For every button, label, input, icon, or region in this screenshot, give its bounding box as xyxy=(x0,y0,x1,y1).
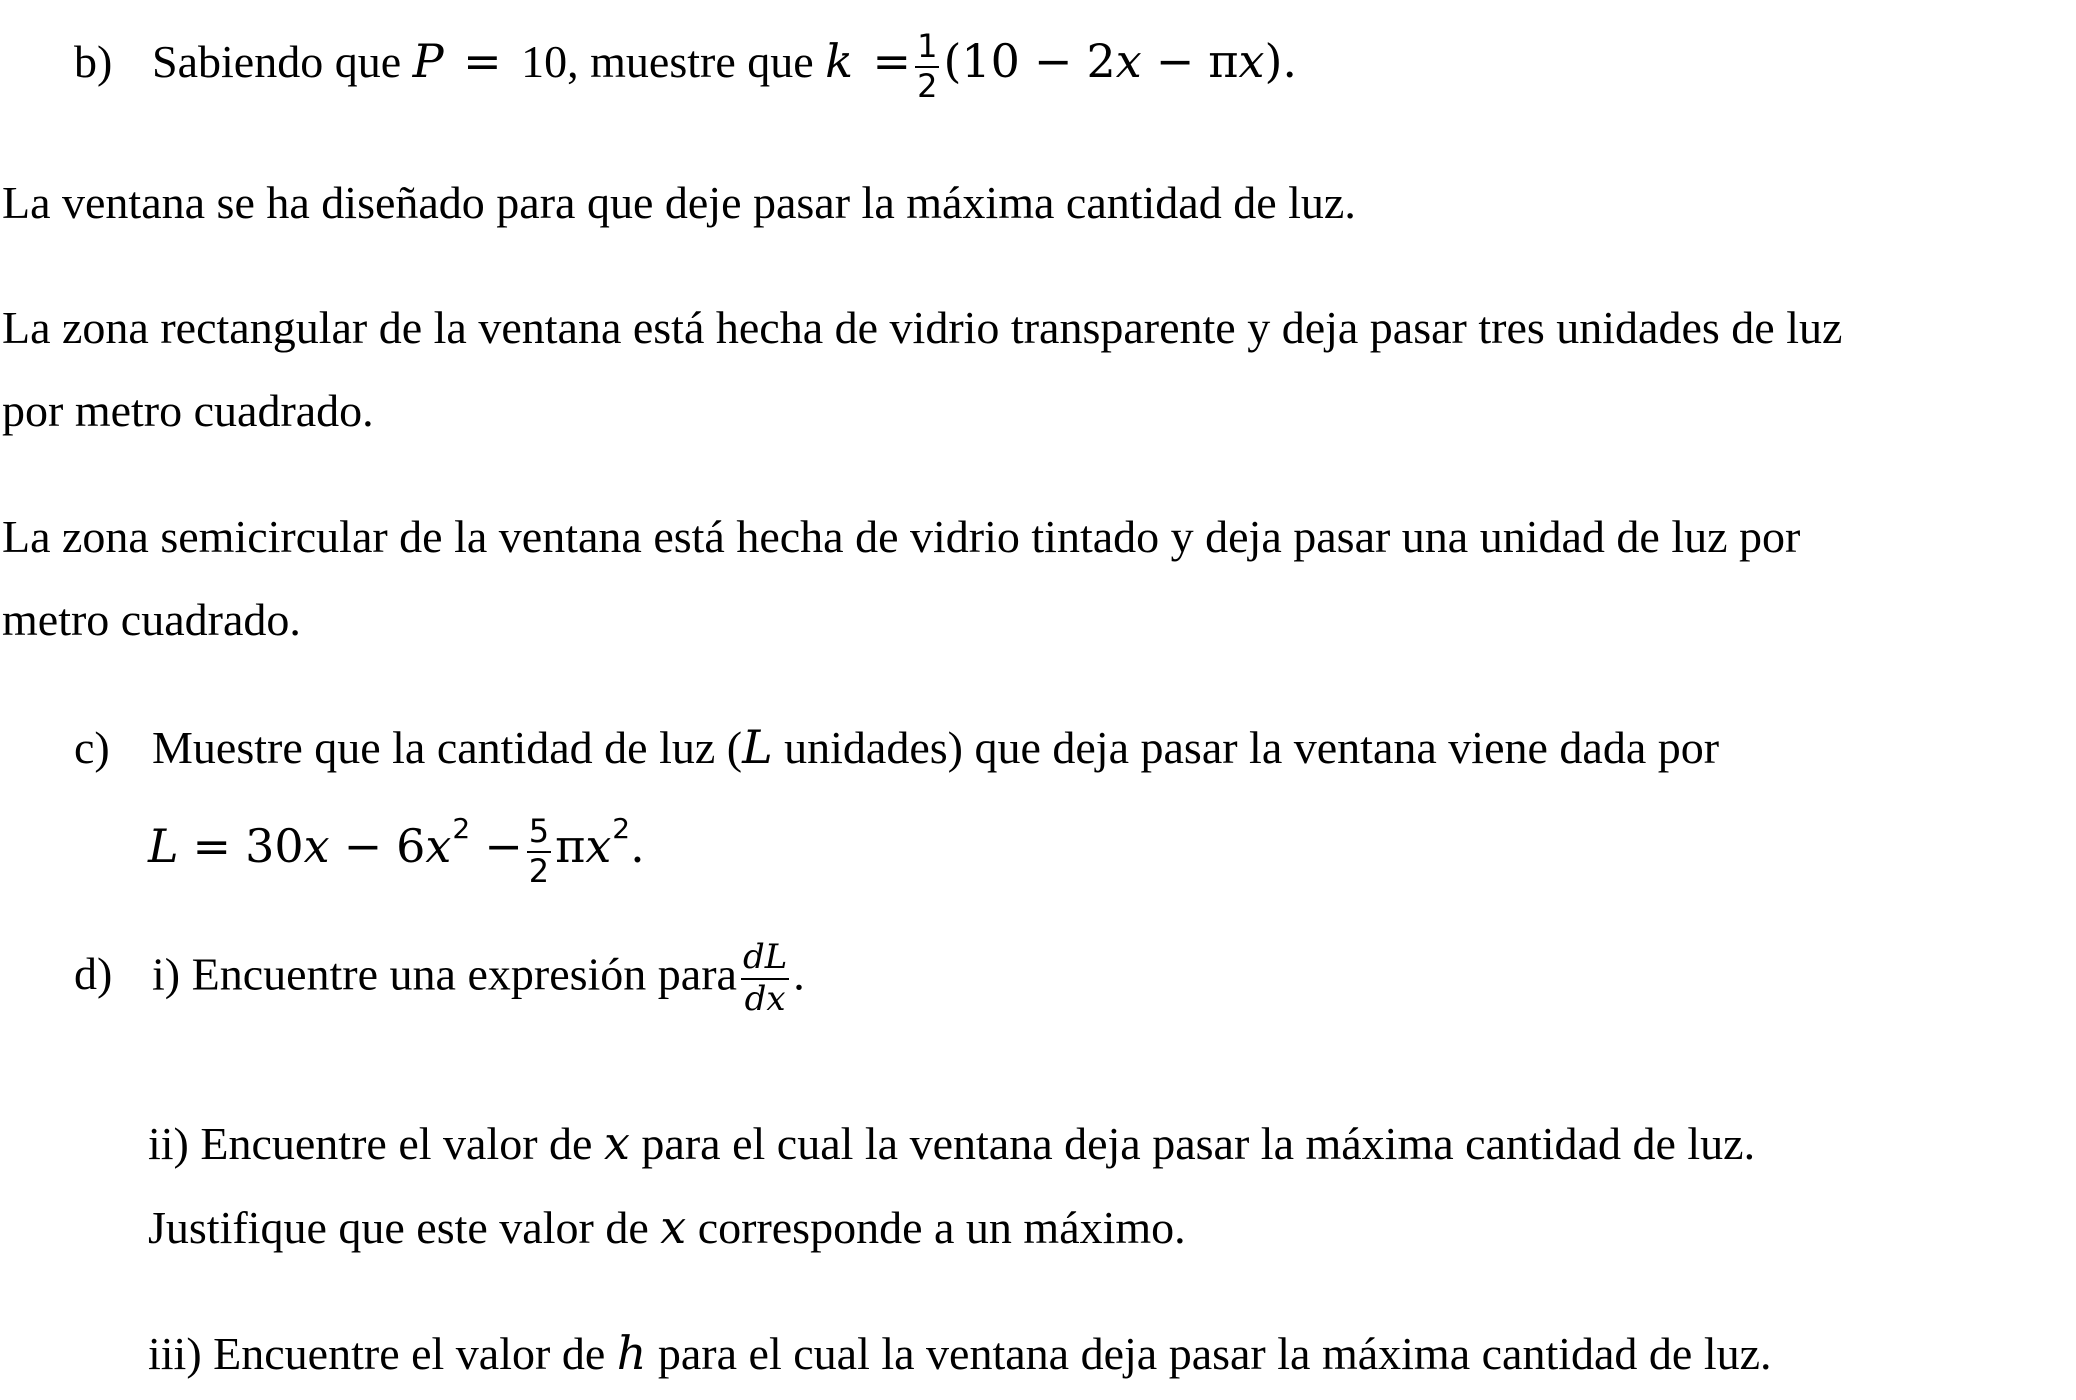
formula-end: . xyxy=(630,819,645,874)
part-d-ii-line-1 xyxy=(148,1116,1756,1170)
part-c-text-before: Muestre que la cantidad de luz ( xyxy=(152,722,743,773)
formula-x: x xyxy=(303,819,330,874)
fraction-numerator-5: 5 xyxy=(527,815,551,853)
derivative-denominator: dx xyxy=(744,978,786,1019)
part-d-ii2-var-x: x xyxy=(660,1200,687,1254)
paragraph-3-line-2: metro cuadrado. xyxy=(2,594,301,645)
exponent-2: 2 xyxy=(452,812,471,846)
part-d-ii2-before: Justifique que este valor de xyxy=(148,1202,661,1253)
exponent-2b: 2 xyxy=(612,812,631,846)
var-k: k xyxy=(825,34,854,89)
part-d-i-text: i) Encuentre una expresión para xyxy=(152,948,737,1000)
var-x-2: x xyxy=(1238,34,1265,89)
part-b-text: Sabiendo que xyxy=(152,36,402,88)
part-b-line xyxy=(74,27,1298,105)
part-b-label: b) xyxy=(74,36,113,88)
part-d-ii-var-x: x xyxy=(603,1116,630,1170)
fraction-denominator: 2 xyxy=(917,66,938,105)
paragraph-3-line-1: La zona semicircular de la ventana está hecha de vidrio tintado y deja pasar una unidad de luz por xyxy=(2,511,1801,562)
p-value-text: 10, muestre que xyxy=(521,36,814,88)
fraction-numerator: 1 xyxy=(915,30,939,68)
part-d-ii-line-2 xyxy=(148,1200,1186,1254)
part-c-line xyxy=(74,720,1720,774)
light-formula xyxy=(148,812,645,890)
formula-minus: − xyxy=(343,819,383,874)
formula-minus-2: − xyxy=(484,819,523,874)
part-d-ii-after: para el cual la ventana deja pasar la máxima cantidad de luz. xyxy=(629,1118,1756,1169)
part-d-ii-before: ii) Encuentre el valor de xyxy=(148,1118,604,1169)
var-p: P xyxy=(412,34,444,89)
part-d-iii-var-h: h xyxy=(616,1326,647,1380)
part-c-text-after: unidades) que deja pasar la ventana viene dada por xyxy=(772,722,1720,773)
minus-sign: − xyxy=(1033,34,1073,89)
part-d-iii-line xyxy=(148,1326,1772,1380)
paragraph-2-line-1: La zona rectangular de la ventana está hecha de vidrio transparente y deja pasar tres unidades de luz xyxy=(2,302,1843,353)
part-d-iii-after: para el cual la ventana deja pasar la máxima cantidad de luz. xyxy=(646,1328,1772,1379)
part-d-i-line xyxy=(74,937,805,1019)
paragraph-2-line-2: por metro cuadrado. xyxy=(2,385,374,436)
term-two: 2 xyxy=(1086,34,1116,89)
part-d-label: d) xyxy=(74,948,113,1000)
formula-var-l: L xyxy=(148,819,179,874)
formula-equals: = xyxy=(192,819,232,874)
equals-sign: = xyxy=(463,34,502,89)
paren-close: ). xyxy=(1264,34,1298,89)
minus-sign-2: − xyxy=(1155,34,1195,89)
formula-x-3: x xyxy=(585,819,612,874)
part-d-iii-before: iii) Encuentre el valor de xyxy=(148,1328,617,1379)
formula-x-2: x xyxy=(425,819,452,874)
part-c-label: c) xyxy=(74,722,110,773)
pi-symbol: π xyxy=(1208,34,1239,89)
fraction-five-halves xyxy=(527,812,551,890)
var-l: L xyxy=(742,720,773,774)
formula-6: 6 xyxy=(396,819,426,874)
formula-30: 30 xyxy=(245,819,304,874)
fraction-denominator-2: 2 xyxy=(528,851,550,890)
fraction-one-half xyxy=(915,27,939,105)
formula-pi: π xyxy=(555,819,586,874)
derivative-dl-dx xyxy=(741,937,789,1019)
paren-open: (10 xyxy=(943,34,1020,89)
derivative-numerator: dL xyxy=(741,940,789,980)
var-x: x xyxy=(1115,34,1142,89)
part-d-i-end: . xyxy=(793,948,805,1000)
equals-sign-2: = xyxy=(872,34,912,89)
part-d-ii2-after: corresponde a un máximo. xyxy=(686,1202,1186,1253)
paragraph-1: La ventana se ha diseñado para que deje pasar la máxima cantidad de luz. xyxy=(2,177,1356,228)
